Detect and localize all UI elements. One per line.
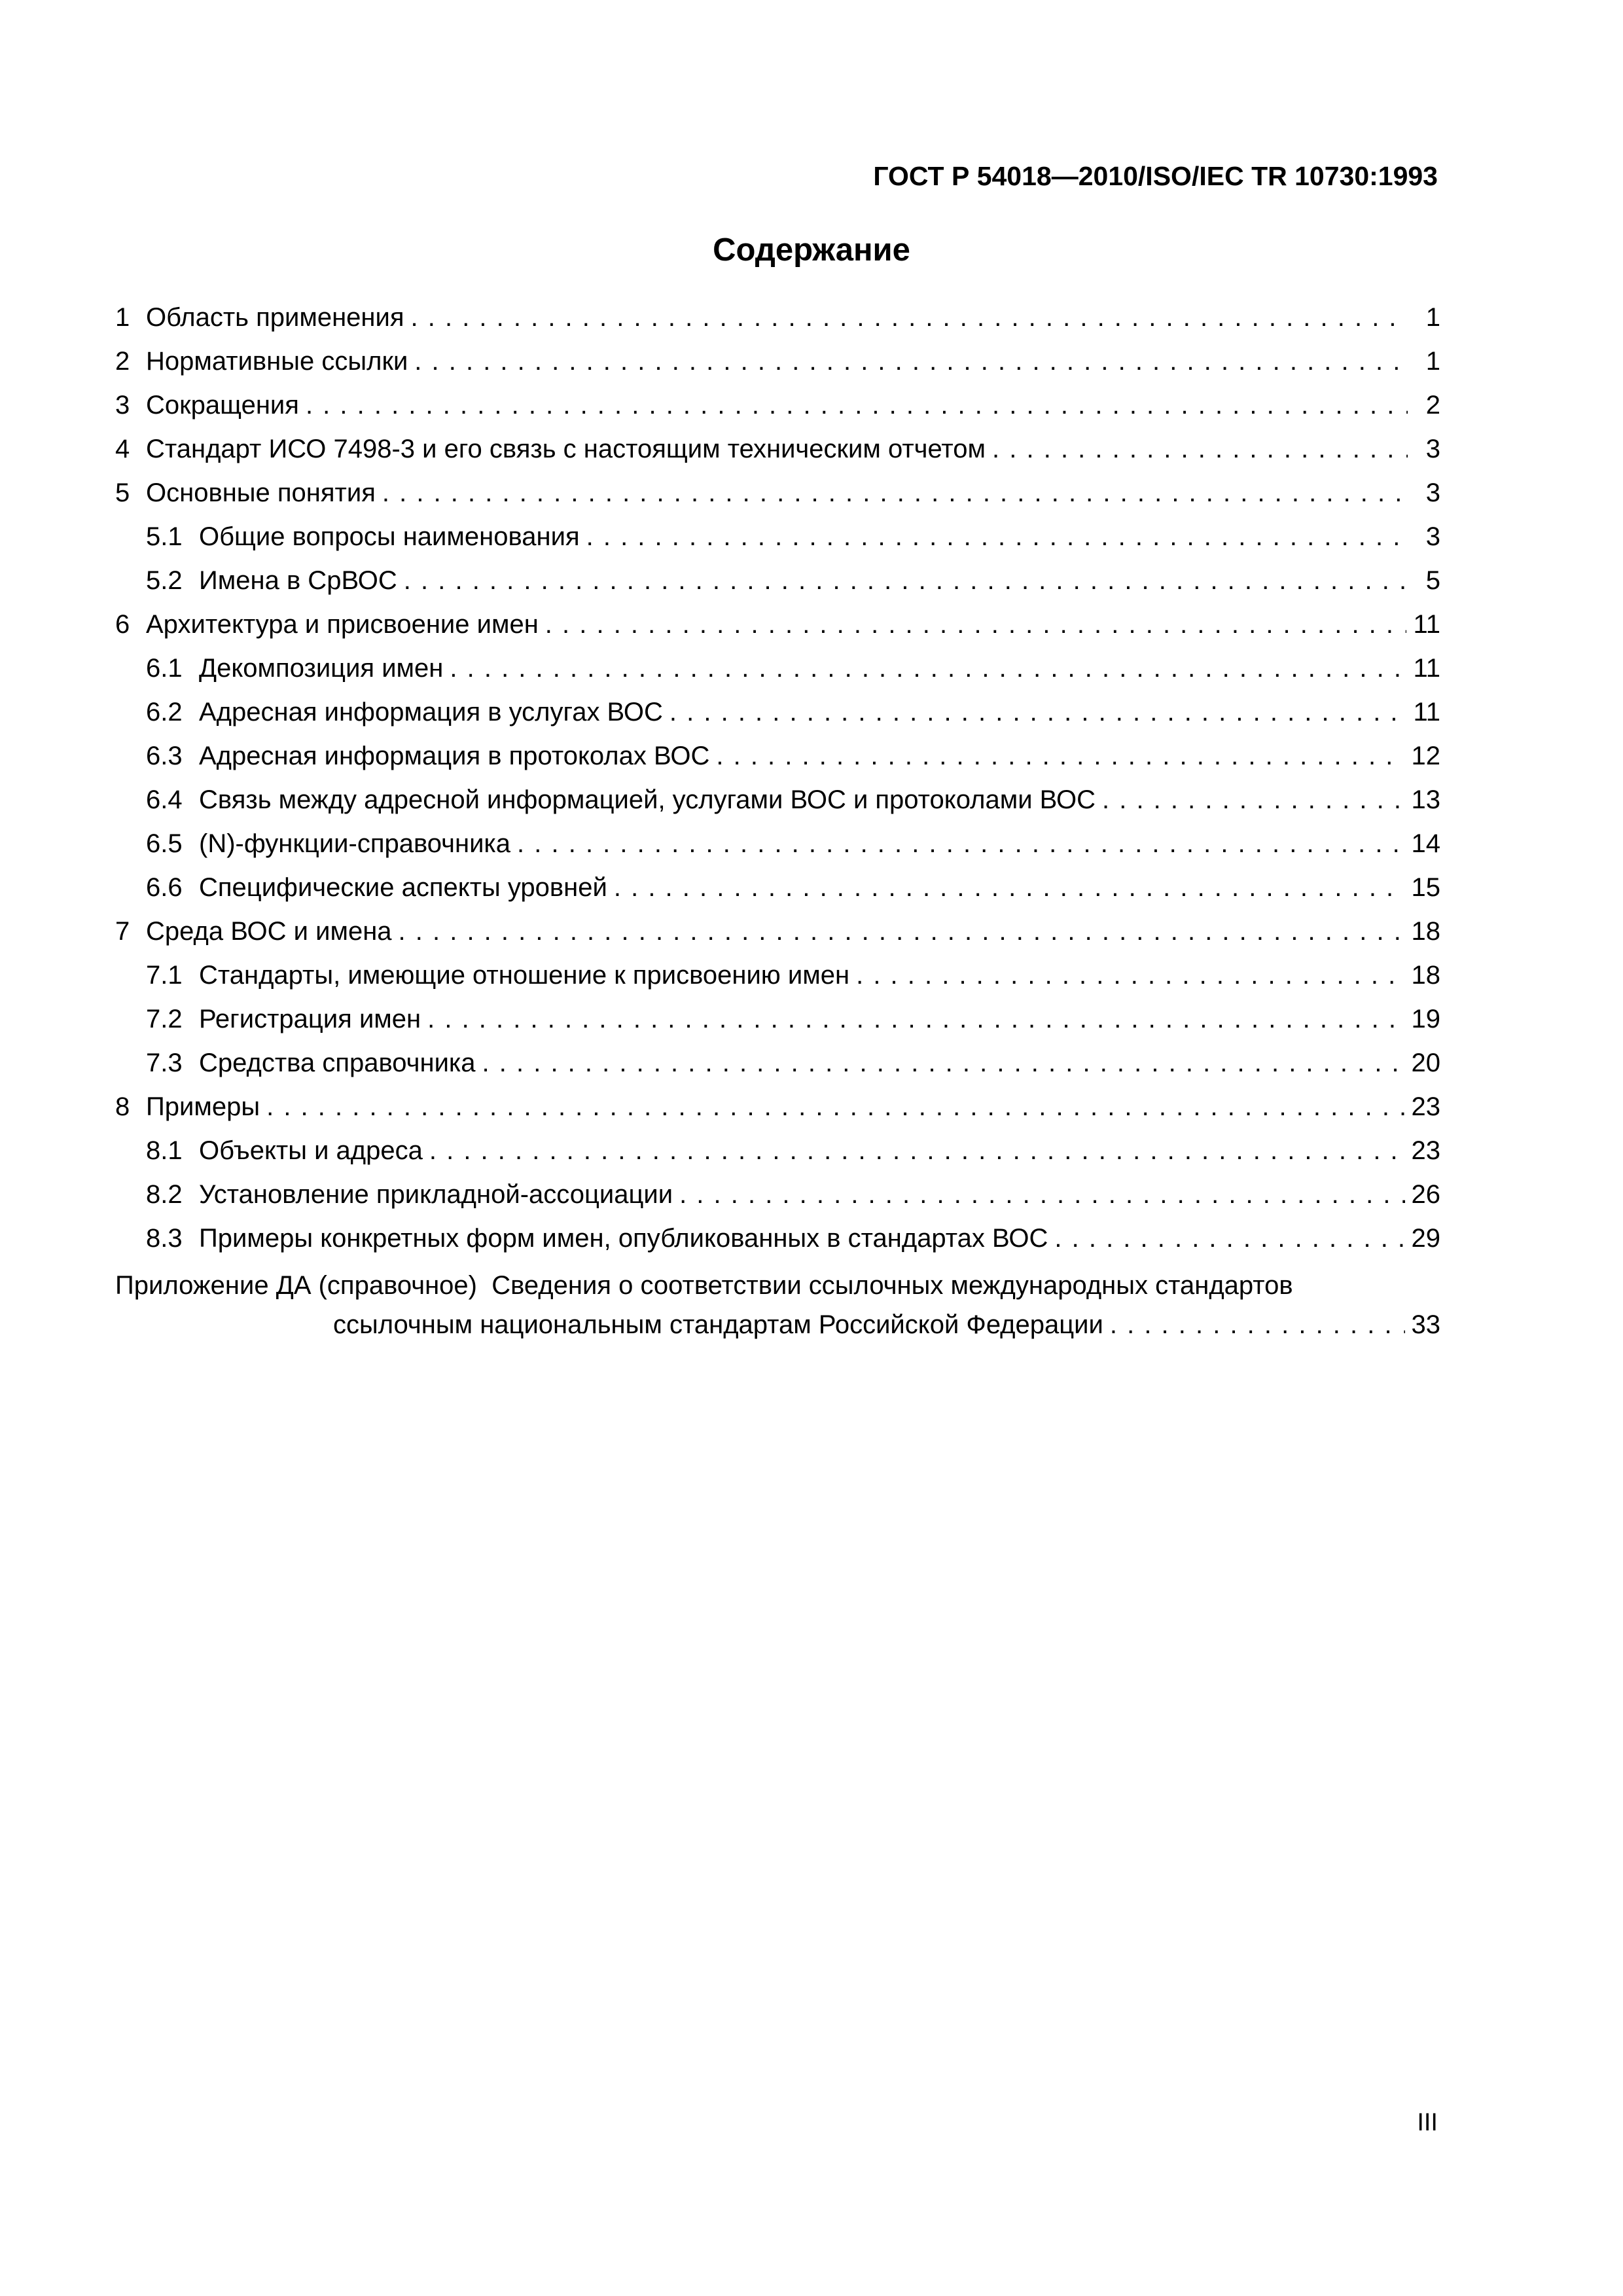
toc-entry-page: 12 xyxy=(1411,742,1440,770)
toc-entry-number: 2 xyxy=(115,347,130,376)
toc-entry-label: Примеры xyxy=(146,1092,260,1121)
toc-entry-page: 20 xyxy=(1411,1049,1440,1077)
toc-entry-6-1[interactable] xyxy=(115,647,1440,691)
dot-leader xyxy=(306,384,1408,427)
toc-entry-page: 14 xyxy=(1411,829,1440,858)
toc-entry-number: 8 xyxy=(115,1092,130,1121)
toc-entry-label: Область применения xyxy=(146,303,404,332)
toc-entry-page: 19 xyxy=(1411,1005,1440,1033)
appendix-second-line xyxy=(115,1305,1440,1344)
dot-leader xyxy=(450,647,1406,691)
toc-entry-label: Имена в СрВОС xyxy=(199,566,397,595)
toc-entry-number: 8.1 xyxy=(146,1136,183,1165)
dot-leader xyxy=(517,822,1404,866)
dot-leader xyxy=(482,1041,1405,1085)
toc-title: Содержание xyxy=(713,232,910,268)
dot-leader xyxy=(545,603,1407,647)
toc-entry-page: 2 xyxy=(1425,391,1440,420)
toc-entry-label: Объекты и адреса xyxy=(199,1136,423,1165)
toc-entry-label: Среда ВОС и имена xyxy=(146,917,392,946)
dot-leader xyxy=(266,1085,1404,1129)
toc-entry-2[interactable] xyxy=(115,340,1440,384)
toc-entry-label: Стандарты, имеющие отношение к присвоению имен xyxy=(199,961,850,990)
toc-entry-label: Стандарт ИСО 7498-3 и его связь с настоящим техническим отчетом xyxy=(146,435,986,463)
appendix-title-line1: Сведения о соответствии ссылочных международных стандартов xyxy=(491,1271,1293,1300)
toc-entry-label: Средства справочника xyxy=(199,1049,476,1077)
toc-entry-label: Нормативные ссылки xyxy=(146,347,408,376)
toc-entry-label: Специфические аспекты уровней xyxy=(199,873,607,902)
dot-leader xyxy=(614,866,1405,910)
dot-leader xyxy=(411,296,1408,340)
toc-entry-page: 3 xyxy=(1425,522,1440,551)
toc-entry-label: Регистрация имен xyxy=(199,1005,421,1033)
toc-entry-number: 6.1 xyxy=(146,654,183,683)
toc-entry-label: Связь между адресной информацией, услугами ВОС и протоколами ВОС xyxy=(199,785,1096,814)
toc-entry-8-2[interactable] xyxy=(115,1173,1440,1217)
toc-entry-page: 11 xyxy=(1413,610,1440,639)
toc-entry-6-5[interactable] xyxy=(115,822,1440,866)
toc-entry-number: 6.4 xyxy=(146,785,183,814)
dot-leader xyxy=(399,910,1405,954)
toc-entry-7-2[interactable] xyxy=(115,997,1440,1041)
dot-leader xyxy=(414,340,1408,384)
dot-leader xyxy=(716,734,1404,778)
toc-entry-5-1[interactable] xyxy=(115,515,1440,559)
toc-entry-page: 1 xyxy=(1425,303,1440,332)
dot-leader xyxy=(669,691,1407,734)
document-code: ГОСТ Р 54018—2010/ISO/IEC TR 10730:1993 xyxy=(873,161,1438,191)
dot-leader xyxy=(992,427,1408,471)
toc-entry-6-2[interactable] xyxy=(115,691,1440,734)
toc-entry-8-1[interactable] xyxy=(115,1129,1440,1173)
appendix-first-line xyxy=(115,1266,1440,1305)
toc-entry-page: 29 xyxy=(1411,1224,1440,1253)
toc-entry-appendix-da[interactable] xyxy=(115,1266,1440,1344)
toc-entry-number: 7.1 xyxy=(146,961,183,990)
toc-entry-5-2[interactable] xyxy=(115,559,1440,603)
toc-entry-number: 6 xyxy=(115,610,130,639)
dot-leader xyxy=(382,471,1408,515)
toc-entry-6-3[interactable] xyxy=(115,734,1440,778)
dot-leader xyxy=(679,1173,1404,1217)
dot-leader xyxy=(1110,1305,1405,1344)
toc-entry-7-3[interactable] xyxy=(115,1041,1440,1085)
toc-entry-number: 6.5 xyxy=(146,829,183,858)
toc-entry-7[interactable] xyxy=(115,910,1440,954)
toc-entry-number: 6.3 xyxy=(146,742,183,770)
dot-leader xyxy=(427,997,1404,1041)
toc-entry-label: Основные понятия xyxy=(146,478,376,507)
toc-entry-label: Сокращения xyxy=(146,391,299,420)
toc-entry-label: (N)-функции-справочника xyxy=(199,829,511,858)
toc-entry-page: 5 xyxy=(1425,566,1440,595)
toc-entry-label: Архитектура и присвоение имен xyxy=(146,610,539,639)
appendix-title-line2: ссылочным национальным стандартам Российской Федерации xyxy=(333,1310,1103,1339)
toc-entry-number: 1 xyxy=(115,303,130,332)
toc-entry-number: 8.2 xyxy=(146,1180,183,1209)
toc-entry-8[interactable] xyxy=(115,1085,1440,1129)
toc-entry-8-3[interactable] xyxy=(115,1217,1440,1261)
toc-entry-label: Адресная информация в услугах ВОС xyxy=(199,698,663,726)
toc-entry-number: 5.1 xyxy=(146,522,183,551)
appendix-page: 33 xyxy=(1411,1310,1440,1339)
toc-entry-label: Декомпозиция имен xyxy=(199,654,444,683)
toc-entry-6-4[interactable] xyxy=(115,778,1440,822)
toc-entry-page: 18 xyxy=(1411,961,1440,990)
dot-leader xyxy=(856,954,1404,997)
toc-entry-page: 23 xyxy=(1411,1136,1440,1165)
toc-entry-page: 18 xyxy=(1411,917,1440,946)
toc-entry-page: 15 xyxy=(1411,873,1440,902)
toc-entry-5[interactable] xyxy=(115,471,1440,515)
toc-entry-number: 6.6 xyxy=(146,873,183,902)
toc-entry-number: 6.2 xyxy=(146,698,183,726)
toc-entry-number: 5.2 xyxy=(146,566,183,595)
appendix-prefix: Приложение ДА (справочное) xyxy=(115,1271,477,1300)
page-number: III xyxy=(1417,2109,1438,2136)
toc-entry-7-1[interactable] xyxy=(115,954,1440,997)
toc-entry-label: Примеры конкретных форм имен, опубликованных в стандартах ВОС xyxy=(199,1224,1048,1253)
toc-entry-6[interactable] xyxy=(115,603,1440,647)
dot-leader xyxy=(429,1129,1405,1173)
table-of-contents xyxy=(115,296,1440,1344)
toc-entry-label: Установление прикладной-ассоциации xyxy=(199,1180,673,1209)
toc-entry-6-6[interactable] xyxy=(115,866,1440,910)
toc-entry-page: 26 xyxy=(1411,1180,1440,1209)
toc-entry-number: 8.3 xyxy=(146,1224,183,1253)
toc-entry-label: Адресная информация в протоколах ВОС xyxy=(199,742,710,770)
dot-leader xyxy=(1054,1217,1404,1261)
toc-entry-number: 7 xyxy=(115,917,130,946)
toc-entry-1[interactable] xyxy=(115,296,1440,340)
toc-entry-page: 11 xyxy=(1413,698,1440,726)
toc-entry-number: 7.2 xyxy=(146,1005,183,1033)
toc-entry-4[interactable] xyxy=(115,427,1440,471)
dot-leader xyxy=(404,559,1408,603)
toc-entry-page: 3 xyxy=(1425,435,1440,463)
dot-leader xyxy=(1102,778,1405,822)
toc-entry-page: 1 xyxy=(1425,347,1440,376)
toc-entry-page: 13 xyxy=(1411,785,1440,814)
toc-entry-number: 5 xyxy=(115,478,130,507)
toc-entry-number: 3 xyxy=(115,391,130,420)
toc-entry-number: 4 xyxy=(115,435,130,463)
toc-entry-page: 11 xyxy=(1413,654,1440,683)
toc-entry-3[interactable] xyxy=(115,384,1440,427)
toc-entry-page: 3 xyxy=(1425,478,1440,507)
toc-entry-number: 7.3 xyxy=(146,1049,183,1077)
toc-entry-page: 23 xyxy=(1411,1092,1440,1121)
dot-leader xyxy=(586,515,1408,559)
toc-entry-label: Общие вопросы наименования xyxy=(199,522,580,551)
